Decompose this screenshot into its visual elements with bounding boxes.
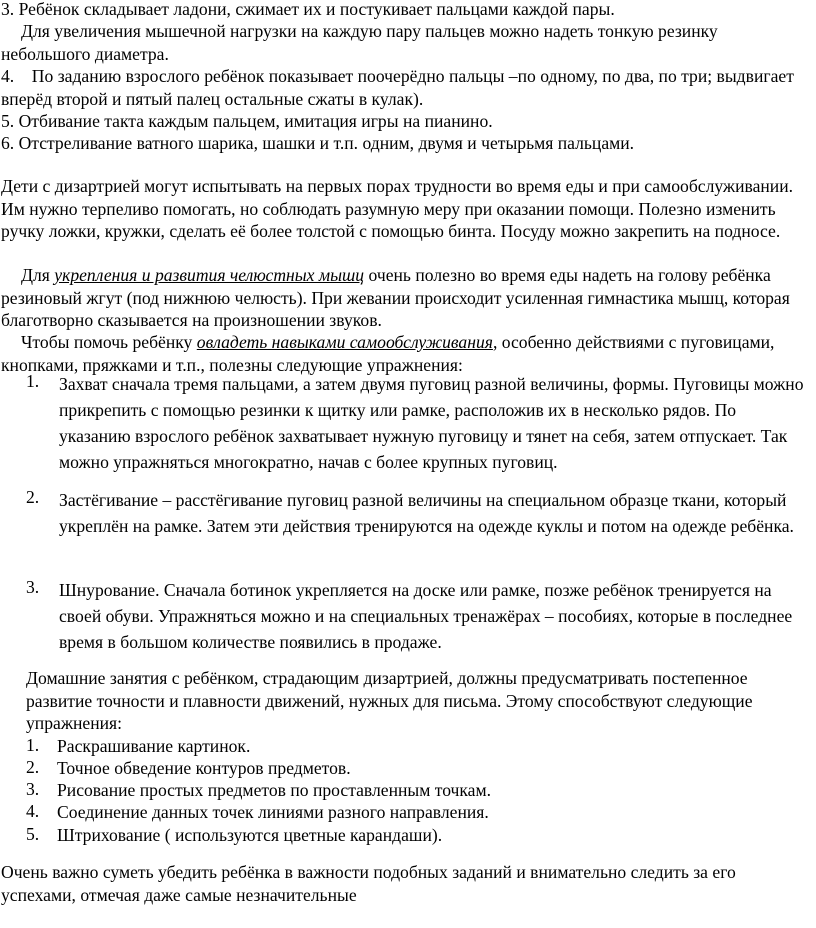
writing-exercise-number: 1. [26,735,40,755]
item-5: 5. Отбивание такта каждым пальцем, имитация игры на пианино. [1,111,493,131]
writing-exercise-text: Соединение данных точек линиями разного направления. [57,802,489,822]
item-3-note-text: Для увеличения мышечной нагрузки на каждую пару пальцев можно надеть тонкую резинку небольшого диаметра. [1,21,718,64]
jaw-before: Для [21,265,55,285]
paragraph-self-care [1,331,810,376]
item-3-note [1,20,810,65]
item-4: 4. По заданию взрослого ребёнок показывает поочерёдно пальцы –по одному, по два, по три; выдвигает вперёд второй и пятый палец остальные сжаты в кулак). [1,66,794,109]
writing-exercise-number: 3. [26,779,40,799]
paragraph-feeding: Дети с дизартрией могут испытывать на первых порах трудности во время еды и при самообслуживании. Им нужно терпеливо помогать, но соблюдать разумную меру при оказании помощи. Полезно изменить ручку ложки, кружки, сделать её более толстой с помощью бинта. Посуду можно закрепить на подносе. [1,176,794,241]
writing-exercise-text: Штрихование ( используются цветные карандаши). [57,825,443,845]
writing-exercise-text: Раскрашивание картинок. [57,736,251,756]
exercise-number: 1. [26,371,40,391]
item-3: 3. Ребёнок складывает ладони, сжимает их и постукивает пальцами каждой пары. [1,0,615,19]
writing-exercise-number: 4. [26,801,40,821]
writing-exercise-number: 5. [26,824,40,844]
self-care-link: овладеть навыками самообслуживания [196,332,493,352]
exercise-text: Шнурование. Сначала ботинок укрепляется на доске или рамке, позже ребёнок тренируется на своей обуви. Упражняться можно и на специальных тренажёрах – пособиях, которые в последнее время в большом количестве появились в продаже. [59,580,793,652]
writing-exercise-text: Точное обведение контуров предметов. [57,758,351,778]
writing-exercise-text: Рисование простых предметов по проставленным точкам. [57,780,492,800]
jaw-after: очень полезно во время еды надеть на голову ребёнка резиновый жгут (под нижнюю челюсть). При жевании происходит усиленная гимнастика мышц, которая благотворно сказывается на произношении звуков. [1,265,790,330]
paragraph-final: Очень важно суметь убедить ребёнка в важности подобных заданий и внимательно следить за его успехами, отмечая даже самые незначительные [1,862,736,905]
jaw-muscles-link: укрепления и развития челюстных мышц [54,265,365,285]
exercise-number: 2. [26,487,40,507]
paragraph-jaw-muscles [1,264,810,332]
exercise-number: 3. [26,577,40,597]
writing-exercise-number: 2. [26,757,40,777]
exercise-text: Застёгивание – расстёгивание пуговиц разной величины на специальном образце ткани, который укреплён на рамке. Затем эти действия тренируются на одежде куклы и потом на одежде ребёнка. [59,490,794,536]
paragraph-home-lessons: Домашние занятия с ребёнком, страдающим дизартрией, должны предусматривать постепенное развитие точности и плавности движений, нужных для письма. Этому способствуют следующие упражнения: [26,668,753,733]
exercise-text: Захват сначала тремя пальцами, а затем двумя пуговиц разной величины, формы. Пуговицы можно прикрепить с помощью резинки к щитку или рамке, расположив их в несколько рядов. По указанию взрослого ребёнок захватывает нужную пуговицу и тянет на себя, затем отпускает. Так можно упражняться многократно, начав с более крупных пуговиц. [59,374,804,472]
item-6: 6. Отстреливание ватного шарика, шашки и т.п. одним, двумя и четырьмя пальцами. [1,133,635,153]
self-after: , особенно действиями с пуговицами, кнопками, пряжками и т.п., полезны следующие упражнения: [1,332,775,375]
self-before: Чтобы помочь ребёнку [21,332,197,352]
